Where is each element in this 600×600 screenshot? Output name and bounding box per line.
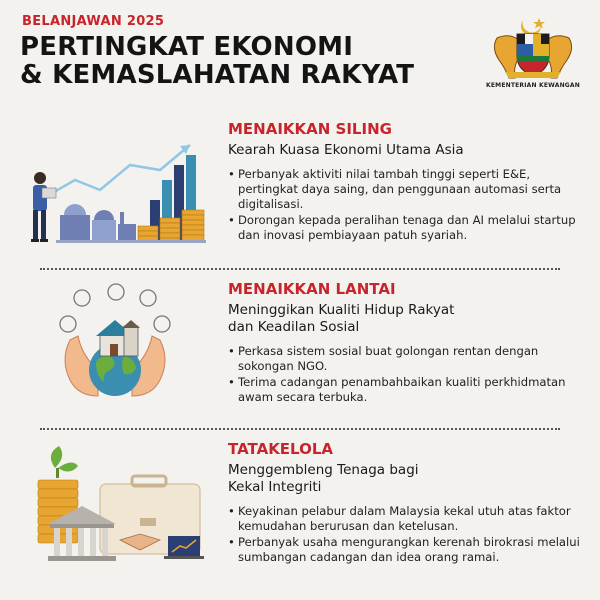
list-item	[228, 344, 590, 374]
section-text	[228, 280, 590, 406]
section-title: MENAIKKAN SILING	[228, 120, 392, 138]
list-item	[228, 375, 590, 405]
subtitle-line-1: Meninggikan Kualiti Hidup Rakyat	[228, 302, 455, 318]
list-item	[228, 504, 590, 534]
bullet-icon: •	[228, 375, 235, 389]
businessman-chart-icon	[20, 120, 210, 250]
bullet-icon: •	[228, 213, 235, 227]
bullet-icon: •	[228, 535, 235, 549]
section-governance	[0, 440, 600, 590]
bullet-list	[228, 504, 590, 565]
section-text	[228, 120, 590, 244]
coat-of-arms-icon	[483, 14, 583, 80]
coins-bank-briefcase-icon	[20, 440, 210, 570]
bullet-icon: •	[228, 344, 235, 358]
section-text	[228, 440, 590, 566]
bullet-text: Dorongan kepada peralihan tenaga dan AI melalui startup dan inovasi pembiayaan patuh syariah.	[238, 213, 576, 242]
bullet-text: Terima cadangan penambahbaikan kualiti perkhidmatan awam secara terbuka.	[238, 375, 566, 404]
section-raise-floor	[0, 280, 600, 430]
list-item	[228, 535, 590, 565]
coins-bank-illustration	[20, 440, 210, 590]
ministry-name: KEMENTERIAN KEWANGAN	[486, 82, 580, 89]
list-item	[228, 213, 590, 243]
subtitle-line-1: Menggembleng Tenaga bagi	[228, 462, 419, 478]
bullet-list	[228, 167, 590, 243]
bullet-icon: •	[228, 167, 235, 181]
subtitle-line-2: dan Keadilan Sosial	[228, 319, 360, 335]
section-title: TATAKELOLA	[228, 440, 333, 458]
section-subtitle	[228, 302, 590, 336]
bullet-text: Perkasa sistem sosial buat golongan rentan dengan sokongan NGO.	[238, 344, 539, 373]
bullet-text: Perbanyak usaha mengurangkan kerenah birokrasi melalui sumbangan cadangan dan idea orang ramai.	[238, 535, 580, 564]
bullet-text: Perbanyak aktiviti nilai tambah tinggi seperti E&E, pertingkat daya saing, dan penggunaan automasi serta digitalisasi.	[238, 167, 562, 211]
section-subtitle: Kearah Kuasa Ekonomi Utama Asia	[228, 142, 464, 158]
title-line-2: & KEMASLAHATAN RAKYAT	[20, 60, 415, 90]
bullet-icon: •	[228, 504, 235, 518]
divider	[40, 428, 560, 430]
subtitle-line-2: Kekal Integriti	[228, 479, 322, 495]
header	[0, 0, 600, 100]
page-title	[20, 33, 414, 89]
bullet-list	[228, 344, 590, 405]
divider	[40, 268, 560, 270]
hands-globe-house-icon	[20, 280, 210, 410]
title-line-1: PERTINGKAT EKONOMI	[20, 32, 354, 62]
section-raise-ceiling	[0, 120, 600, 270]
budget-kicker: BELANJAWAN 2025	[22, 14, 165, 29]
section-title: MENAIKKAN LANTAI	[228, 280, 396, 298]
businessman-chart-illustration	[20, 120, 210, 270]
hands-globe-illustration	[20, 280, 210, 430]
section-subtitle	[228, 462, 590, 496]
ministry-logo	[483, 14, 583, 94]
list-item	[228, 167, 590, 212]
bullet-text: Keyakinan pelabur dalam Malaysia kekal utuh atas faktor kemudahan berurusan dan ketelusan.	[238, 504, 571, 533]
